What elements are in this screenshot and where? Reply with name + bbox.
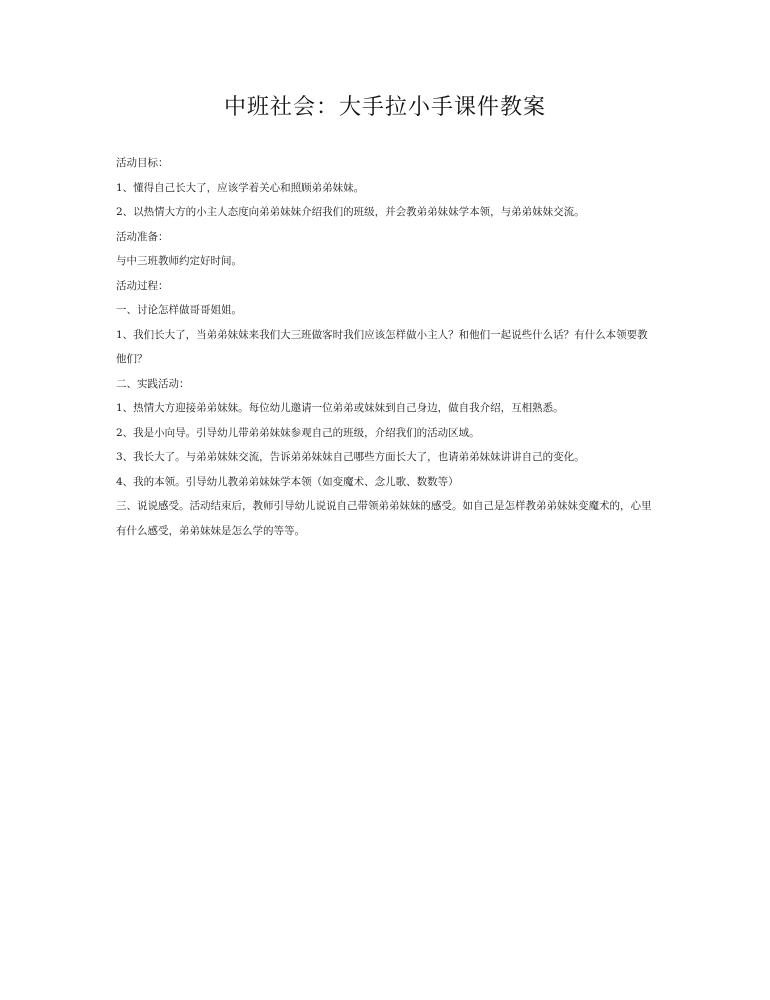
- goal-item-1: 1、懂得自己长大了，应该学着关心和照顾弟弟妹妹。: [116, 181, 365, 194]
- section-heading-goals: 活动目标：: [116, 157, 169, 169]
- process-step-2-item-4: 4、我的本领。引导幼儿教弟弟妹妹学本领（如变魔术、念儿歌、数数等）: [116, 475, 459, 488]
- process-step-2-heading: 二、实践活动：: [116, 377, 190, 390]
- document-title: 中班社会：大手拉小手课件教案: [223, 95, 546, 120]
- process-step-2-item-1: 1、热情大方迎接弟弟妹妹。每位幼儿邀请一位弟弟或妹妹到自己身边，做自我介绍，互相熟悉。: [116, 402, 564, 414]
- goal-item-2: 2、以热情大方的小主人态度向弟弟妹妹介绍我们的班级，并会教弟弟妹妹学本领，与弟弟妹妹交流。: [116, 206, 585, 218]
- preparation-item: 与中三班教师约定好时间。: [116, 255, 242, 267]
- process-step-1-item-1: 1、我们长大了，当弟弟妹妹来我们大三班做客时我们应该怎样做小主人？和他们一起说些什么话？有什么本领要教他们？: [116, 328, 648, 365]
- process-step-2-item-2: 2、我是小向导。引导幼儿带弟弟妹妹参观自己的班级，介绍我们的活动区域。: [116, 426, 480, 439]
- process-step-2-item-3: 3、我长大了。与弟弟妹妹交流，告诉弟弟妹妹自己哪些方面长大了，也请弟弟妹妹讲讲自己的变化。: [116, 451, 585, 463]
- process-step-3-paragraph: 三、说说感受。活动结束后，教师引导幼儿说说自己带领弟弟妹妹的感受。如自己是怎样教弟弟妹妹变魔术的，心里有什么感受，弟弟妹妹是怎么学的等等。: [116, 500, 652, 537]
- process-step-1-heading: 一、讨论怎样做哥哥姐姐。: [116, 304, 242, 316]
- section-heading-preparation: 活动准备：: [116, 230, 169, 243]
- section-heading-process: 活动过程：: [116, 279, 169, 292]
- document-body: [116, 151, 661, 543]
